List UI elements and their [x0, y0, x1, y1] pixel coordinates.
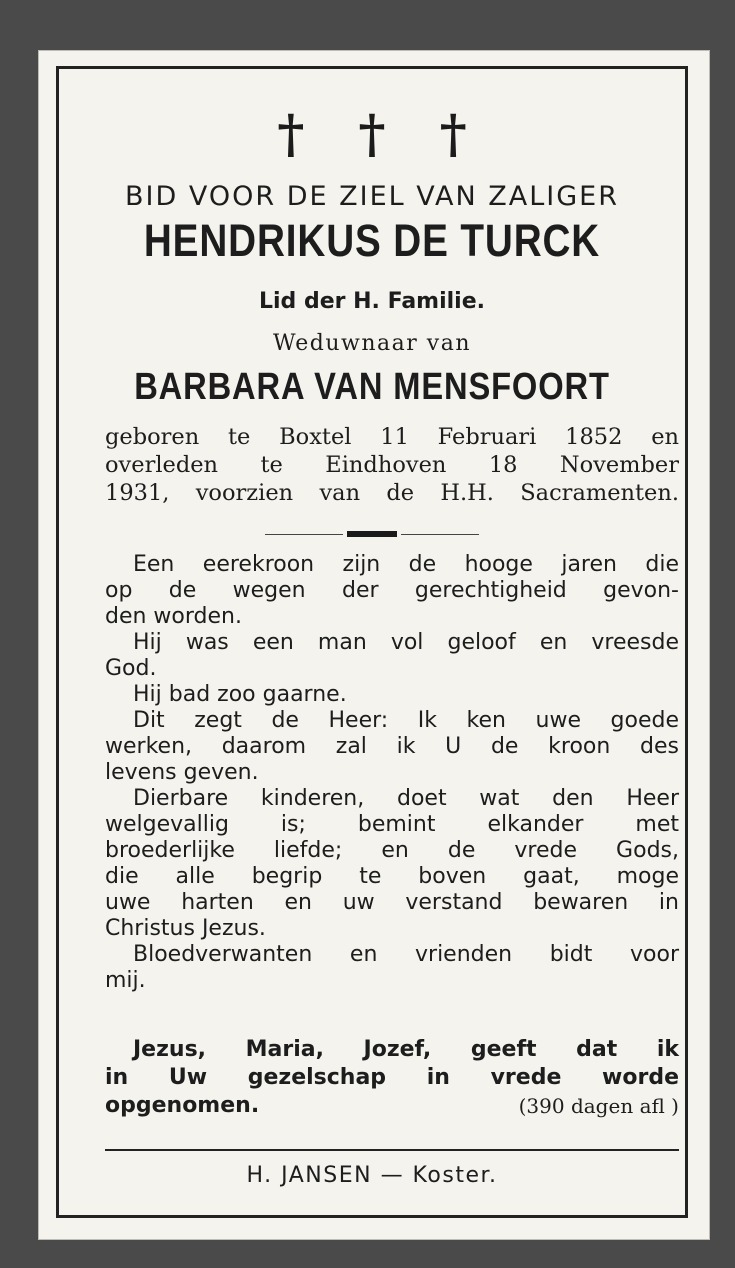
widower-of-line: Weduwnaar van: [272, 331, 472, 356]
birth-line: geboren te Boxtel 11 Februari 1852 en: [105, 424, 679, 450]
memorial-card: [38, 50, 710, 1240]
cross-icon: †: [358, 104, 386, 165]
cross-icon: †: [277, 104, 305, 165]
birth-death-paragraph: [105, 423, 679, 507]
death-line: overleden te Eindhoven 18 November: [105, 452, 679, 478]
divider-thin-left: [265, 534, 343, 535]
verses-block: [105, 552, 679, 994]
prayer-line: in Uw gezelschap in vrede worde: [105, 1065, 679, 1090]
indulgence-note: (390 dagen afl ): [518, 1094, 679, 1118]
verse-line: broederlijke liefde; en de vrede Gods,: [105, 838, 679, 863]
prayer-line: Jezus, Maria, Jozef, geeft dat ik: [133, 1037, 679, 1062]
closing-prayer: [105, 1036, 679, 1120]
verse-line: Hij bad zoo gaarne.: [133, 682, 347, 707]
spouse-name: BARBARA VAN MENSFOORT: [134, 366, 610, 408]
printer-signature: H. JANSEN — Koster.: [246, 1163, 498, 1188]
verse-line: welgevallig is; bemint elkander met: [105, 812, 679, 837]
verse-line: mij.: [105, 968, 146, 993]
verse-line: Dit zegt de Heer: Ik ken uwe goede: [133, 708, 679, 733]
prayer-heading: BID VOOR DE ZIEL VAN ZALIGER: [125, 181, 619, 212]
crosses-row: [59, 104, 685, 165]
verse-line: werken, daarom zal ik U de kroon des: [105, 734, 679, 759]
ornamental-divider: [59, 531, 685, 537]
divider-thick-center: [347, 531, 397, 537]
divider-thin-right: [401, 534, 479, 535]
membership-line: Lid der H. Familie.: [259, 289, 485, 314]
sacraments-line: 1931, voorzien van de H.H. Sacramenten.: [105, 480, 679, 506]
verse-line: Hij was een man vol geloof en vreesde: [133, 630, 679, 655]
verse-line: God.: [105, 656, 157, 681]
verse-line: uwe harten en uw verstand bewaren in: [105, 890, 679, 915]
card-border-frame: [56, 66, 688, 1218]
verse-line: den worden.: [105, 604, 242, 629]
verse-line: levens geven.: [105, 760, 259, 785]
verse-line: Een eerekroon zijn de hooge jaren die: [133, 552, 679, 577]
deceased-name: HENDRIKUS DE TURCK: [143, 215, 601, 266]
prayer-line: opgenomen.: [105, 1093, 260, 1118]
verse-line: Dierbare kinderen, doet wat den Heer: [133, 786, 679, 811]
prayer-last-row: [105, 1092, 679, 1120]
verse-line: die alle begrip te boven gaat, moge: [105, 864, 679, 889]
cross-icon: †: [439, 104, 467, 165]
footer-rule: [105, 1149, 679, 1151]
verse-line: Christus Jezus.: [105, 916, 266, 941]
verse-line: Bloedverwanten en vrienden bidt voor: [133, 942, 679, 967]
verse-line: op de wegen der gerechtigheid gevon-: [105, 578, 679, 603]
